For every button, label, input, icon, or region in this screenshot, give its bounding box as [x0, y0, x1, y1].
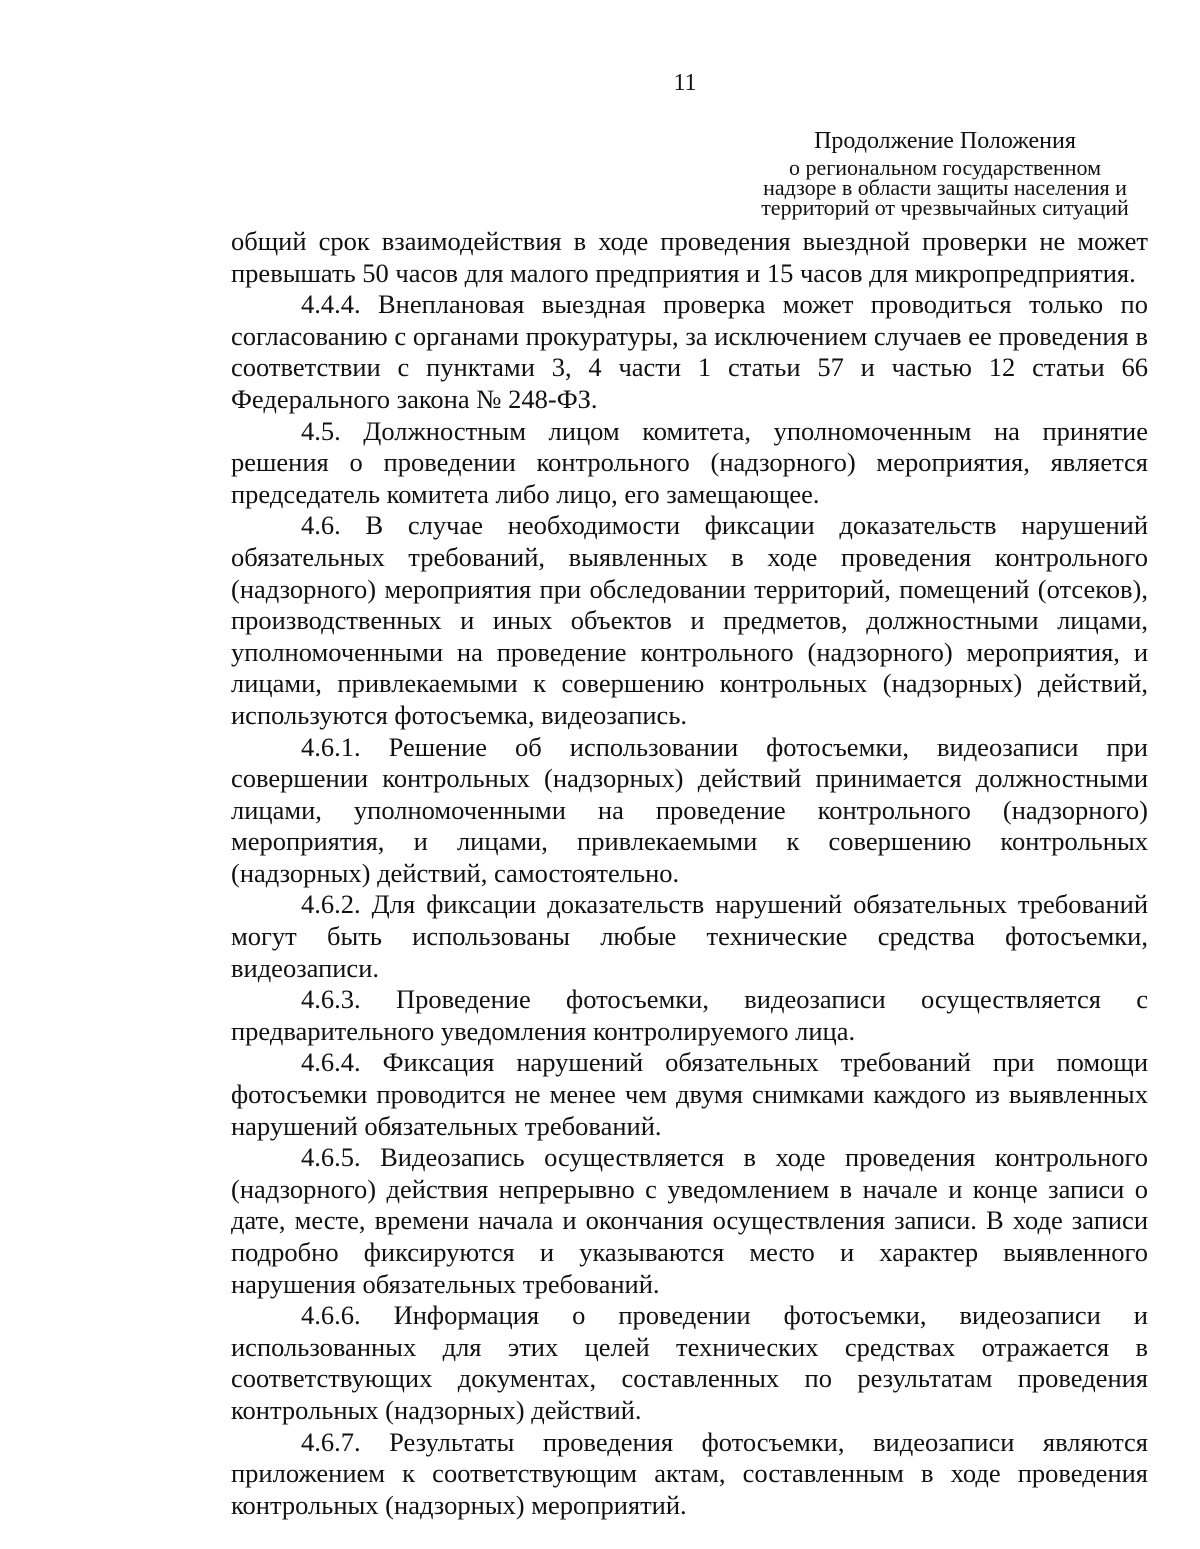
paragraph-4-6-1: 4.6.1. Решение об использовании фотосъемки, видеозаписи при совершении контрольных (надзорных) действий принимается должностными лицами, уполномоченными на проведение контрольного (надзорного) мероприятия, и лицами, привлекаемыми к совершению контрольных (надзорных) действий, самостоятельно.: [231, 731, 1148, 888]
document-header: [740, 126, 1150, 218]
paragraph-4-6: 4.6. В случае необходимости фиксации доказательств нарушений обязательных требований, выявленных в ходе проведения контрольного (надзорного) мероприятия при обследовании территорий, помещений (отсеков), производственных и иных объектов и предметов, должностными лицами, уполномоченными на проведение контрольного (надзорного) мероприятия, и лицами, привлекаемыми к совершению контрольных (надзорных) действий, используются фотосъемка, видеозапись.: [231, 510, 1148, 730]
paragraph-4-4-4: 4.4.4. Внеплановая выездная проверка может проводиться только по согласованию с органами прокуратуры, за исключением случаев ее проведения в соответствии с пунктами 3, 4 части 1 статьи 57 и частью 12 статьи 66 Федерального закона № 248-ФЗ.: [231, 289, 1148, 414]
page-number: 11: [673, 70, 697, 96]
paragraph-4-5: 4.5. Должностным лицом комитета, уполномоченным на принятие решения о проведении контрольного (надзорного) мероприятия, является председатель комитета либо лицо, его замещающее.: [231, 415, 1148, 509]
paragraph-continuation: общий срок взаимодействия в ходе проведения выездной проверки не может превышать 50 часов для малого предприятия и 15 часов для микропредприятия.: [231, 226, 1148, 288]
header-line: территорий от чрезвычайных ситуаций: [761, 195, 1129, 220]
header-title: Продолжение Положения: [814, 128, 1076, 154]
paragraph-4-6-6: 4.6.6. Информация о проведении фотосъемки, видеозаписи и использованных для этих целей технических средствах отражается в соответствующих документах, составленных по результатам проведения контрольных (надзорных) действий.: [231, 1300, 1148, 1425]
header-line: надзоре в области защиты населения и: [763, 175, 1127, 200]
document-body: [231, 226, 1148, 1521]
paragraph-4-6-7: 4.6.7. Результаты проведения фотосъемки, видеозаписи являются приложением к соответствующим актам, составленным в ходе проведения контрольных (надзорных) мероприятий.: [231, 1426, 1148, 1520]
paragraph-4-6-4: 4.6.4. Фиксация нарушений обязательных требований при помощи фотосъемки проводится не менее чем двумя снимками каждого из выявленных нарушений обязательных требований.: [231, 1047, 1148, 1141]
paragraph-4-6-5: 4.6.5. Видеозапись осуществляется в ходе проведения контрольного (надзорного) действия непрерывно с уведомлением в начале и конце записи о дате, месте, времени начала и окончания осуществления записи. В ходе записи подробно фиксируются и указываются место и характер выявленного нарушения обязательных требований.: [231, 1142, 1148, 1299]
paragraph-4-6-3: 4.6.3. Проведение фотосъемки, видеозаписи осуществляется с предварительного уведомления контролируемого лица.: [231, 984, 1148, 1046]
header-line: о региональном государственном: [788, 155, 1102, 180]
paragraph-4-6-2: 4.6.2. Для фиксации доказательств нарушений обязательных требований могут быть использованы любые технические средства фотосъемки, видеозаписи.: [231, 889, 1148, 983]
